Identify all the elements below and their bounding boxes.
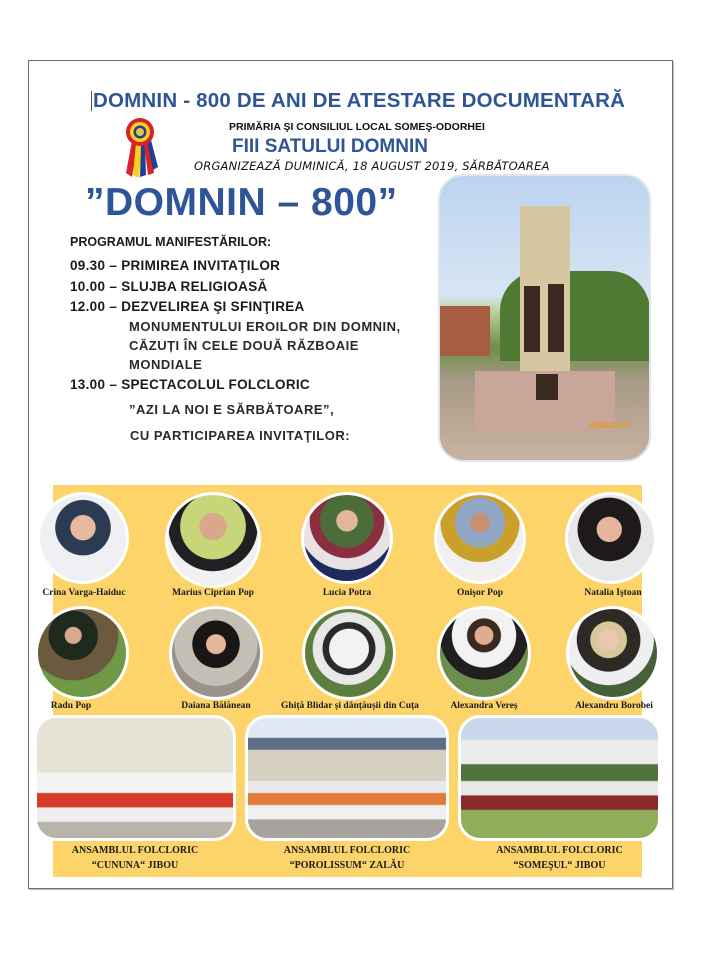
performer-photo bbox=[437, 606, 531, 700]
monument-photo bbox=[438, 174, 651, 462]
ensemble-caption-line2: “SOMEŞUL“ JIBOU bbox=[513, 860, 606, 871]
program-item: 09.30 – PRIMIREA INVITAŢILOR bbox=[70, 258, 281, 273]
program-item-continuation: CU PARTICIPAREA INVITAŢILOR: bbox=[130, 428, 351, 443]
performer-name: Lucia Potra bbox=[322, 588, 372, 598]
ensemble-photo bbox=[245, 715, 449, 841]
performer-name: Alexandra Vereș bbox=[450, 701, 518, 711]
ensemble-caption bbox=[458, 843, 661, 873]
performer-photo bbox=[565, 492, 657, 584]
ensemble-caption-line2: “CUNUNA“ JIBOU bbox=[91, 860, 179, 871]
performer-photo bbox=[302, 606, 396, 700]
event-name: ”DOMNIN – 800” bbox=[85, 181, 398, 224]
performer-photo bbox=[434, 492, 526, 584]
ensemble-caption-line1: ANSAMBLUL FOLCLORIC bbox=[71, 845, 199, 856]
house-roof-shape bbox=[440, 306, 490, 356]
performer-name: Alexandru Borobei bbox=[575, 701, 653, 711]
performer-name: Marius Ciprian Pop bbox=[172, 588, 254, 598]
organizer-line: PRIMĂRIA ŞI CONSILIUL LOCAL SOMEŞ-ODORHEI bbox=[229, 121, 485, 133]
ensemble-photo bbox=[458, 715, 661, 841]
performer-name: Onişor Pop bbox=[456, 588, 503, 598]
ensemble-caption-line1: ANSAMBLUL FOLCLORIC bbox=[283, 845, 411, 856]
performer-photo bbox=[169, 606, 263, 700]
organizer-group: FIII SATULUI DOMNIN bbox=[232, 136, 428, 157]
performer-name: Ghiță Blidar și dânțăușii din Cuța bbox=[281, 701, 419, 711]
program-item: 12.00 – DEZVELIREA ŞI SFINŢIREA bbox=[70, 299, 305, 314]
performer-name: Natalia Iştoan bbox=[584, 588, 642, 598]
announcement-line: ORGANIZEAZĂ DUMINICĂ, 18 AUGUST 2019, SĂRBĂTOAREA bbox=[194, 159, 550, 173]
program-item: 10.00 – SLUJBA RELIGIOASĂ bbox=[70, 279, 268, 294]
ensemble-caption bbox=[245, 843, 449, 873]
performer-name: Radu Pop bbox=[50, 701, 92, 711]
performer-photo bbox=[35, 606, 129, 700]
ensemble-photo bbox=[34, 715, 236, 841]
performer-photo bbox=[37, 492, 129, 584]
inscription-plaque-shape bbox=[524, 286, 540, 352]
performer-photo bbox=[301, 492, 393, 584]
performer-name: Daiana Bălănean bbox=[181, 701, 251, 711]
poster-title: DOMNIN - 800 DE ANI DE ATESTARE DOCUMENTARĂ bbox=[93, 89, 626, 112]
photo-date-stamp: 26/06/2019 bbox=[588, 421, 629, 430]
program-heading: PROGRAMUL MANIFESTĂRILOR: bbox=[70, 235, 272, 249]
tricolor-rosette-icon bbox=[120, 117, 162, 179]
performer-photo bbox=[566, 606, 660, 700]
performer-name: Crina Varga-Haiduc bbox=[42, 588, 126, 598]
ensemble-caption-line2: “POROLISSUM“ ZALĂU bbox=[289, 860, 405, 871]
program-item: 13.00 – SPECTACOLUL FOLCLORIC bbox=[70, 377, 310, 392]
base-plaque-shape bbox=[536, 374, 558, 400]
ensemble-caption bbox=[34, 843, 236, 873]
program-item-continuation: MONDIALE bbox=[129, 357, 203, 372]
inscription-plaque-shape bbox=[548, 284, 564, 352]
program-item-continuation: ”AZI LA NOI E SĂRBĂTOARE”, bbox=[129, 402, 335, 417]
program-item-continuation: CĂZUȚI ÎN CELE DOUĂ RĂZBOAIE bbox=[129, 338, 359, 353]
ensemble-caption-line1: ANSAMBLUL FOLCLORIC bbox=[496, 845, 623, 856]
performer-photo bbox=[165, 492, 261, 588]
program-item-continuation: MONUMENTULUI EROILOR DIN DOMNIN, bbox=[129, 319, 401, 334]
